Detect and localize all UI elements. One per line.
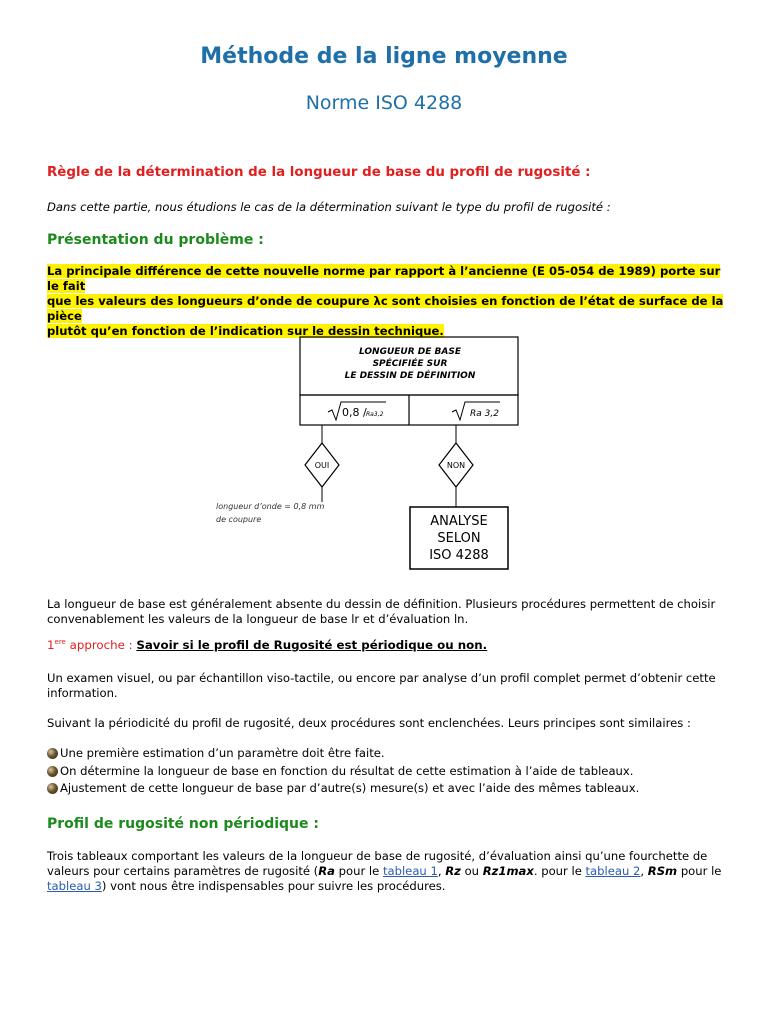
text-segment: pour le [334,864,383,878]
paragraph [47,597,727,627]
tableau-3-link[interactable]: tableau 3 [47,879,102,893]
page-subtitle: Norme ISO 4288 [305,92,463,114]
text-segment: valeurs pour certains paramètres de rugosité ( [47,864,319,878]
spec-box-line: LONGUEUR DE BASE [358,347,462,357]
yes-label: OUI [314,461,330,470]
left-cell-small: Ra3,2 [366,411,384,418]
highlight-line: plutôt qu’en fonction de l’indication sur le dessin technique. [47,324,444,338]
text-line: La longueur de base est généralement absente du dessin de définition. Plusieurs procédures permettent de choisir [47,597,716,611]
highlight-line: que les valeurs des longueurs d’onde de coupure λc sont choisies en fonction de l’état de surface de la pièce [47,294,724,323]
section-heading-rule: Règle de la détermination de la longueur de base du profil de rugosité : [47,165,591,180]
tableau-2-link[interactable]: tableau 2 [585,864,641,878]
text-segment: ) vont nous être indispensables pour suivre les procédures. [101,879,446,893]
param-ra: Ra [318,864,335,878]
section-heading-problem: Présentation du problème : [47,232,264,248]
right-cell-value: Ra 3,2 [470,409,499,419]
result-line: ISO 4288 [429,548,489,563]
text-segment: , [640,864,648,878]
approach-number: 1 [47,638,55,652]
decision-diagram [200,330,540,570]
text-line: Trois tableaux comportant les valeurs de la longueur de base de rugosité, d’évaluation ainsi qu’une fourchette de [47,849,708,863]
list-item-text: On détermine la longueur de base en fonction du résultat de cette estimation à l’aide de tableaux. [60,764,634,778]
intro-text: Dans cette partie, nous étudions le cas de la détermination suivant le type du profil de rugosité : [47,200,611,214]
yes-note: de coupure [216,515,262,524]
paragraph [47,849,727,894]
text-line: convenablement les valeurs de la longueur de base lr et d’évaluation ln. [47,612,469,626]
page-title: Méthode de la ligne moyenne [200,44,568,69]
yes-note: longueur d’onde = 0,8 mm [216,502,325,511]
left-cell-value: 0,8 / [342,406,367,419]
no-label: NON [446,461,466,470]
text-segment: pour le [677,864,722,878]
approach-heading [47,638,487,652]
list-item-text: Une première estimation d’un paramètre doit être faite. [60,746,385,760]
text-line: information. [47,686,118,700]
text-segment: ou [460,864,483,878]
list-item-text: Ajustement de cette longueur de base par d’autre(s) mesure(s) et avec l’aide des mêmes tableaux. [60,781,640,795]
paragraph [47,716,727,731]
section-heading-non-periodic: Profil de rugosité non périodique : [47,816,319,832]
highlighted-paragraph [47,264,727,339]
param-rz1max: Rz1max [482,864,534,878]
param-rz: Rz [445,864,461,878]
bullet-ball-icon [47,766,58,777]
highlight-line: La principale différence de cette nouvelle norme par rapport à l’ancienne (E 05-054 de 1989) porte sur le fait [47,264,721,293]
text-segment: . pour le [533,864,586,878]
result-line: SELON [437,531,481,546]
text-line: Suivant la périodicité du profil de rugosité, deux procédures sont enclenchées. Leurs principes sont similaires : [47,716,691,730]
list-item [47,764,633,778]
bullet-ball-icon [47,783,58,794]
text-segment: , [437,864,446,878]
spec-box-line: LE DESSIN DE DÉFINITION [344,371,476,381]
param-rsm: RSm [647,864,678,878]
bullet-ball-icon [47,748,58,759]
list-item [47,746,385,760]
list-item [47,781,639,795]
approach-ordinal: ere [54,638,66,647]
text-line: Un examen visuel, ou par échantillon viso-tactile, ou encore par analyse d’un profil complet permet d’obtenir cette [47,671,716,685]
spec-box-line: SPÉCIFIÉE SUR [372,359,448,369]
tableau-1-link[interactable]: tableau 1 [382,864,438,878]
approach-text: Savoir si le profil de Rugosité est périodique ou non. [136,638,488,652]
paragraph [47,671,727,701]
approach-prefix: approche : [65,638,137,652]
result-line: ANALYSE [430,514,488,529]
